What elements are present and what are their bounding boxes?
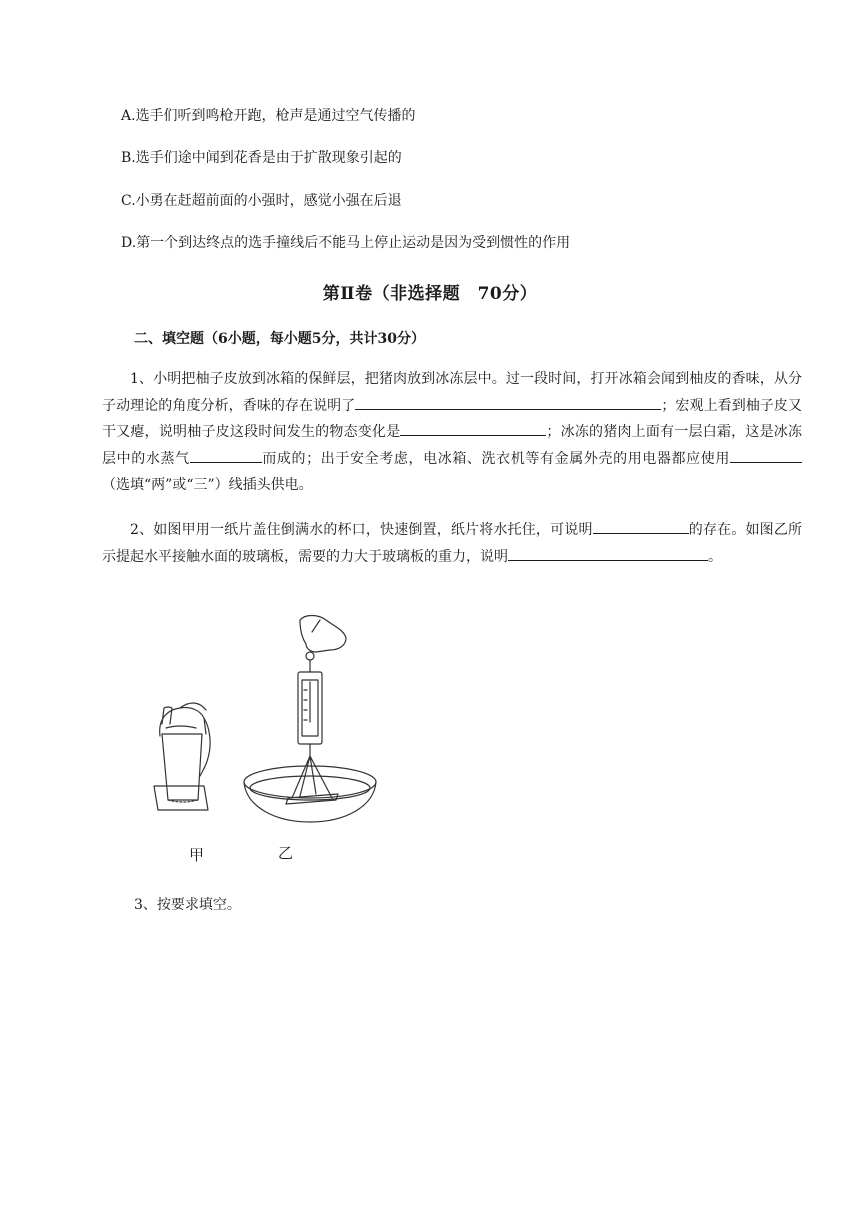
question-2 bbox=[102, 517, 802, 570]
figure-label-left: 甲 bbox=[189, 846, 205, 864]
q2-blank-1[interactable] bbox=[593, 518, 689, 534]
question-1 bbox=[102, 366, 802, 499]
q2-text-2: 的存在。如图乙所示提起水平接触水面的玻璃板，需要的力大于玻璃板的重力，说明 bbox=[102, 522, 803, 565]
option-a: A.选手们听到鸣枪开跑，枪声是通过空气传播的 bbox=[121, 108, 416, 124]
q1-text-5: （选填“两”或“三”）线插头供电。 bbox=[102, 477, 313, 493]
experiment-illustration bbox=[140, 610, 380, 870]
q1-text-1: 1、小明把柚子皮放到冰箱的保鲜层，把猪肉放到冰冻层中。过一段时间，打开冰箱会闻到柚皮的香味，从分子动理论的角度分析，香味的存在说明了 bbox=[102, 371, 802, 414]
option-c: C.小勇在赶超前面的小强时，感觉小强在后退 bbox=[121, 193, 402, 209]
q1-blank-2[interactable] bbox=[400, 420, 546, 436]
question-3: 3、按要求填空。 bbox=[134, 897, 241, 913]
q1-text-4: 而成的；出于安全考虑，电冰箱、洗衣机等有金属外壳的用电器都应使用 bbox=[261, 450, 731, 467]
hand-cup-illustration bbox=[154, 703, 210, 810]
option-d: D.第一个到达终点的选手撞线后不能马上停止运动是因为受到惯性的作用 bbox=[121, 235, 571, 251]
q1-blank-1[interactable] bbox=[355, 394, 661, 410]
spring-scale-illustration bbox=[244, 616, 376, 823]
q1-text-3: ；冰冻的猪肉上面有一层白霜，这是冰冻层中的水蒸气 bbox=[102, 424, 802, 467]
option-b: B.选手们途中闻到花香是由于扩散现象引起的 bbox=[121, 150, 402, 166]
part-heading: 二、填空题（6小题，每小题5分，共计30分） bbox=[134, 331, 425, 347]
section-title: 第Ⅱ卷（非选择题 70分） bbox=[322, 284, 538, 304]
experiment-figure bbox=[140, 610, 380, 870]
q2-text-1: 2、如图甲用一纸片盖住倒满水的杯口，快速倒置，纸片将水托住，可说明 bbox=[130, 522, 593, 538]
q1-blank-3[interactable] bbox=[190, 447, 262, 463]
q2-text-3: 。 bbox=[708, 548, 722, 565]
q2-blank-2[interactable] bbox=[508, 545, 708, 561]
figure-label-right: 乙 bbox=[278, 844, 294, 862]
q1-text-2: ；宏观上看到柚子皮又干又瘪，说明柚子皮这段时间发生的物态变化是 bbox=[102, 397, 803, 440]
q1-blank-4[interactable] bbox=[730, 447, 802, 463]
